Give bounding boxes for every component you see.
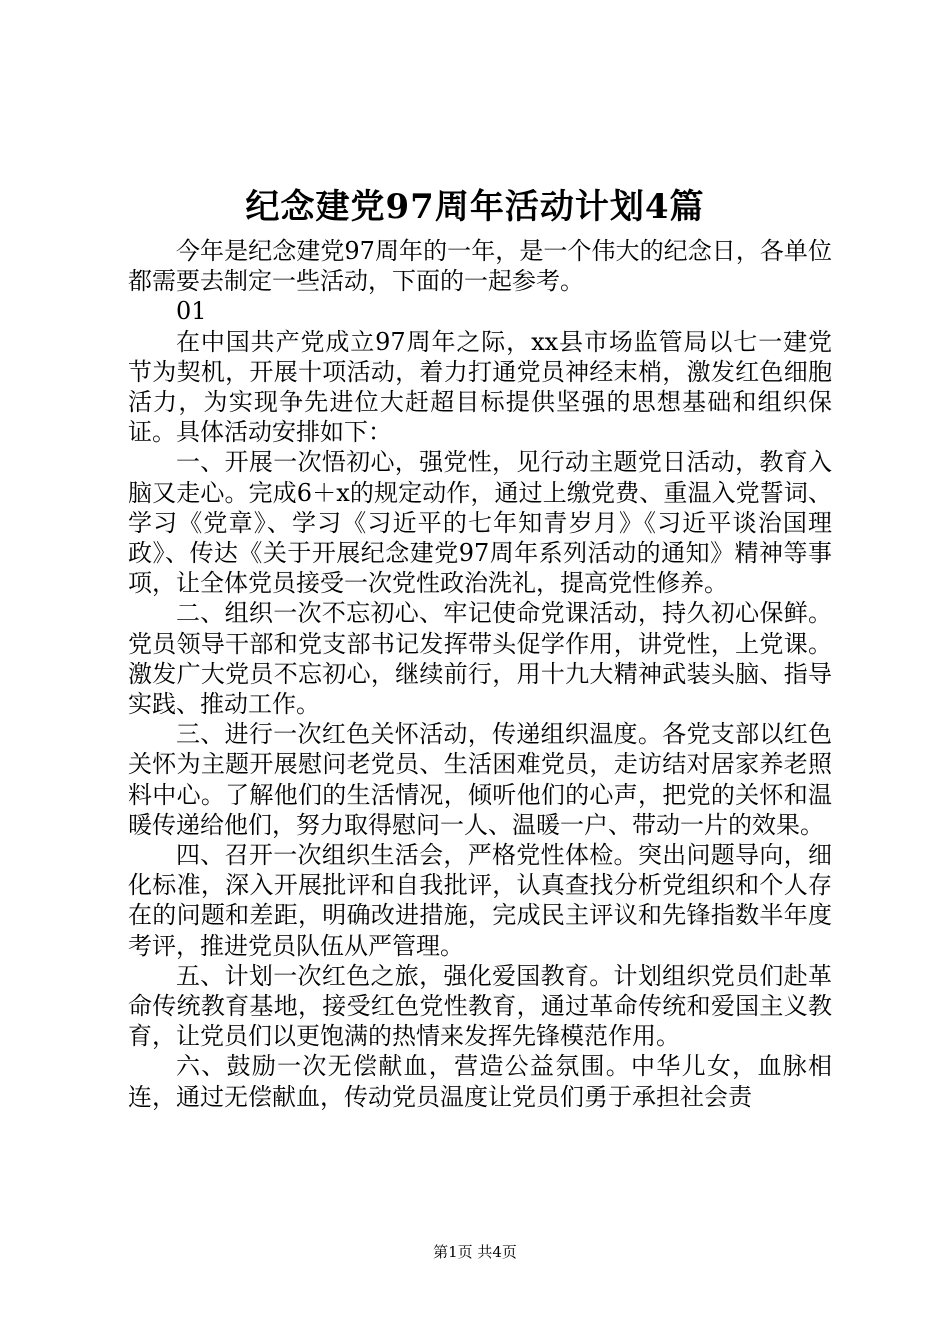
body-paragraph: 在中国共产党成立97周年之际，xx县市场监管局以七一建党节为契机，开展十项活动，着力打通党员神经末梢，激发红色细胞活力，为实现争先进位大赶超目标提供坚强的思想基础和组织保证。具体活动安排如下： (128, 327, 832, 447)
item-paragraph-6: 六、鼓励一次无偿献血，营造公益氛围。中华儿女，血脉相连，通过无偿献血，传动党员温度让党员们勇于承担社会责 (128, 1052, 832, 1111)
section-number: 01 (176, 297, 207, 326)
intro-paragraph: 今年是纪念建党97周年的一年，是一个伟大的纪念日，各单位都需要去制定一些活动，下面的一起参考。 (128, 237, 832, 296)
item-paragraph-3: 三、进行一次红色关怀活动，传递组织温度。各党支部以红色关怀为主题开展慰问老党员、生活困难党员，走访结对居家养老照料中心。了解他们的生活情况，倾听他们的心声，把党的关怀和温暖传递给他们，努力取得慰问一人、温暖一户、带动一片的效果。 (128, 720, 832, 839)
page-footer: 第1页 共4页 (433, 1243, 517, 1261)
document-title: 纪念建党97周年活动计划4篇 (245, 187, 705, 227)
item-paragraph-4: 四、召开一次组织生活会，严格党性体检。突出问题导向，细化标准，深入开展批评和自我批评，认真查找分析党组织和个人存在的问题和差距，明确改进措施，完成民主评议和先锋指数半年度考评，推进党员队伍从严管理。 (128, 841, 832, 960)
item-paragraph-2: 二、组织一次不忘初心、牢记使命党课活动，持久初心保鲜。党员领导干部和党支部书记发挥带头促学作用，讲党性，上党课。激发广大党员不忘初心，继续前行，用十九大精神武装头脑、指导实践、推动工作。 (128, 599, 832, 719)
item-paragraph-5: 五、计划一次红色之旅，强化爱国教育。计划组织党员们赴革命传统教育基地，接受红色党性教育，通过革命传统和爱国主义教育，让党员们以更饱满的热情来发挥先锋模范作用。 (128, 961, 832, 1051)
item-paragraph-1: 一、开展一次悟初心，强党性，见行动主题党日活动，教育入脑又走心。完成6＋x的规定动作，通过上缴党费、重温入党誓词、学习《党章》、学习《习近平的七年知青岁月》《习近平谈治国理政》、传达《关于开展纪念建党97周年系列活动的通知》精神等事项，让全体党员接受一次党性政治洗礼，提高党性修养。 (128, 448, 832, 598)
document-body (128, 236, 832, 1112)
